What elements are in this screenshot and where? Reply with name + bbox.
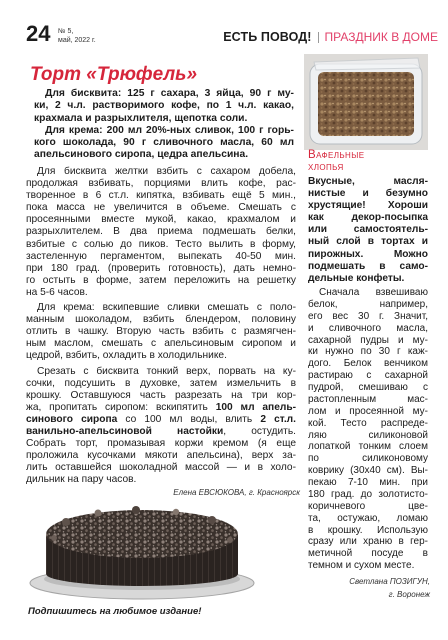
text-span: лить оставшейся шоколадной массой — и в холо- — [26, 462, 296, 474]
text-span: и сливочного масла, — [308, 322, 428, 334]
sidebar-author — [349, 575, 430, 601]
text-line — [308, 311, 428, 323]
text-line — [26, 426, 296, 438]
text-span: кого шоколада, 90 г сливочного масла, 60 мл — [34, 137, 294, 149]
text-line — [308, 224, 428, 236]
text-span: кой. Тесто распреде- — [308, 417, 428, 429]
text-span: дого. Белок венчиком — [308, 358, 428, 370]
text-line — [26, 314, 296, 326]
text-span: Срезать с бисквита тонкий верх, порвать на ку- — [37, 365, 296, 377]
text-line — [308, 261, 428, 273]
text-line — [26, 450, 296, 462]
text-line — [26, 287, 296, 299]
text-span: отлить в чашку. Вторую часть взбить с размягчен- — [26, 326, 296, 338]
text-span: коричневого цве- — [308, 500, 428, 512]
text-span: растираю с сахарной — [308, 370, 428, 382]
text-line — [26, 378, 296, 390]
text-line — [308, 525, 428, 537]
text-span: Для крема: вскипевшие сливки смешать с поло- — [37, 302, 296, 314]
text-span: белок, например, — [308, 298, 428, 310]
text-line — [308, 212, 428, 224]
text-line — [308, 299, 428, 311]
text-line — [308, 370, 428, 382]
text-line — [308, 418, 428, 430]
text-line — [308, 188, 428, 200]
text-line — [26, 251, 296, 263]
sidebar-author-city: г. Воронеж — [388, 590, 430, 599]
text-span: лом и просеянной му- — [308, 405, 428, 417]
text-line — [308, 441, 428, 453]
text-line — [26, 474, 296, 486]
text-line — [26, 263, 296, 275]
text-line — [34, 149, 294, 161]
text-span: просеянными вместе мукой, какао, крахмалом и — [26, 214, 296, 226]
issue-number: № 5, — [58, 28, 74, 35]
text-span: застеленную пергаментом, выпекать 40-50 мин. — [26, 250, 296, 262]
text-line — [34, 100, 294, 112]
text-line — [308, 430, 428, 442]
text-span: пока масса не увеличится в объеме. Смешать с — [26, 202, 296, 214]
text-line — [34, 88, 294, 100]
recipe-title: Торт «Трюфель» — [30, 64, 198, 85]
text-span: цедрой, взбить, охладить в холодильнике. — [26, 350, 227, 362]
text-line — [34, 125, 294, 137]
text-span: проложила кусочками мякоти апельсина), верх за- — [26, 450, 296, 462]
text-span: дельные конфеты. — [308, 272, 405, 284]
text-line — [26, 214, 296, 226]
cake-photo — [26, 498, 258, 602]
text-line — [308, 489, 428, 501]
recipe-body — [26, 166, 296, 486]
sidebar-author-name: Светлана ПОЗИГУН, — [349, 577, 430, 586]
text-span: нистые и безумно — [308, 188, 428, 200]
text-span: растопленным мас- — [308, 393, 428, 405]
bold-text: синового сиропа — [26, 413, 118, 425]
text-span: крахмала и разрыхлителя, щепотка соли. — [34, 112, 248, 124]
text-span: сразу или храню в гер- — [308, 536, 428, 548]
paragraph — [308, 287, 428, 572]
paragraph — [34, 125, 294, 162]
text-span: ный слой в тортах и — [308, 236, 428, 248]
header-divider — [318, 32, 319, 43]
text-line — [308, 200, 428, 212]
text-span: , остудить. — [223, 425, 296, 437]
text-span: как декор-посыпка — [308, 212, 428, 224]
ingredients — [34, 88, 294, 162]
text-line — [308, 453, 428, 465]
sidebar-lead — [308, 176, 428, 285]
text-line — [308, 273, 428, 285]
text-span: Вкусные, масля- — [308, 176, 428, 187]
text-span: на 5-6 часов. — [26, 286, 88, 298]
bold-text: ванильно-апельсиновой настойки — [26, 425, 224, 437]
paragraph — [26, 166, 296, 299]
text-span: пекаю 7-10 мин. при — [308, 477, 428, 488]
paragraph — [34, 88, 294, 125]
text-span: дильник на пару часов. — [26, 474, 137, 486]
issue-info — [58, 27, 96, 45]
bold-text: 2 ст.л. — [260, 413, 296, 425]
text-span: или самостоятель- — [308, 224, 428, 236]
text-span: со 100 мл воды, влить — [117, 413, 261, 425]
text-span: жа, пропитать сиропом: вскипятить — [26, 401, 216, 413]
rubric-name: ПРАЗДНИК В ДОМЕ — [324, 30, 438, 44]
text-line — [26, 239, 296, 251]
text-line — [308, 335, 428, 347]
text-span: в крошку. Использую — [308, 524, 428, 536]
bold-text: 100 мл апель- — [215, 401, 296, 413]
text-line — [308, 548, 428, 560]
text-span: хрустящие! Хороши — [308, 200, 428, 212]
text-span: пудрой, смешиваю с — [308, 382, 428, 393]
text-line — [308, 501, 428, 513]
text-line — [26, 166, 296, 178]
text-span: та, остужаю, ломаю — [308, 512, 428, 524]
text-span: коврику (30х40 см). Вы- — [308, 465, 428, 477]
text-line — [308, 382, 428, 394]
text-line — [308, 323, 428, 335]
text-span: его вес 30 г. Значит, — [308, 310, 428, 322]
text-line — [308, 249, 428, 261]
text-span: ляю силиконовой — [308, 429, 428, 441]
text-span: пирожных. Можно — [308, 248, 428, 260]
text-span: Собрать торт, промазывая коржи кремом (я еще — [26, 438, 296, 450]
text-line — [26, 462, 296, 474]
text-line — [26, 326, 296, 338]
text-line — [26, 275, 296, 287]
text-line — [26, 350, 296, 362]
text-span: апельсинового сиропа, цедра апельсина. — [34, 149, 249, 161]
cake — [46, 506, 238, 586]
text-span: подмешать в само- — [308, 260, 428, 272]
text-line — [308, 287, 428, 299]
text-span: сочки, подсушить в духовке, затем измельчить в — [26, 377, 296, 389]
sidebar-title-line2: хлопья — [308, 160, 344, 173]
text-span: го остыть в форме, затем переложить на решетку — [26, 274, 296, 286]
text-line — [26, 402, 296, 414]
text-line — [308, 236, 428, 248]
text-line — [308, 477, 428, 489]
text-span: Для бисквита: 125 г сахара, 3 яйца, 90 г му- — [45, 88, 294, 99]
text-line — [308, 513, 428, 525]
sidebar-title-line1: Вафельные — [308, 149, 365, 161]
text-line — [26, 226, 296, 238]
recipe-author: Елена ЕВСЮКОВА, г. Красноярск — [173, 488, 300, 497]
text-span: взбитые с солью до пиков. Тесто вылить в форму, — [26, 238, 296, 250]
text-line — [26, 414, 296, 426]
text-span: Для крема: 200 мл 20%-ных сливок, 100 г горь- — [45, 124, 294, 136]
text-span: 180 град. до золотисто- — [308, 488, 428, 500]
text-line — [308, 358, 428, 370]
text-line — [308, 176, 428, 188]
text-span: разрыхлителем. В два приема подмешать белки, — [26, 226, 296, 238]
section-header — [223, 30, 438, 44]
text-span: Для бисквита желтки взбить с сахаром добела, — [37, 166, 296, 177]
text-line — [308, 536, 428, 548]
text-span: по силиконовому — [308, 453, 428, 465]
text-span: ки, 2 ч.л. растворимого кофе, по 1 ч.л. какао, — [34, 100, 294, 112]
text-span: темном и сухом месте. — [308, 560, 415, 572]
text-line — [26, 390, 296, 402]
sidebar-title — [308, 150, 364, 173]
text-line — [34, 137, 294, 149]
text-line — [26, 302, 296, 314]
text-span: ным маслом, смешать с апельсиновым сиропом и — [26, 338, 296, 350]
paragraph — [26, 366, 296, 487]
text-span: манным шоколадом, взбить блендером, половину — [26, 314, 296, 326]
text-span: Сначала взвешиваю — [319, 287, 428, 298]
paragraph — [308, 176, 428, 285]
text-line — [308, 465, 428, 477]
waffle-crumbs-photo — [304, 54, 428, 150]
text-span: творенное в 6 ст.л. кипятка, взбивать ещё 5 мин., — [26, 190, 296, 202]
text-span: ки нужно по 30 г каж- — [308, 346, 428, 358]
subscribe-note: Подпишитесь на любимое издание! — [28, 606, 202, 617]
text-span: метичной посуде в — [308, 548, 428, 560]
text-span: сахарной пудры и му- — [308, 334, 428, 346]
page-number: 24 — [26, 21, 51, 46]
text-line — [26, 338, 296, 350]
container — [310, 58, 422, 144]
text-span: крошку. Оставшуюся часть разрезать на три кор- — [26, 389, 296, 401]
text-line — [26, 202, 296, 214]
text-line — [308, 406, 428, 418]
text-line — [26, 438, 296, 450]
issue-date: май, 2022 г. — [58, 37, 96, 44]
sidebar-body — [308, 287, 428, 572]
text-line — [308, 560, 428, 572]
text-span: продолжая взбивать, порциями влить кофе, рас- — [26, 178, 296, 190]
text-line — [26, 178, 296, 190]
text-line — [34, 113, 294, 125]
paragraph — [26, 302, 296, 362]
section-name: ЕСТЬ ПОВОД! — [223, 30, 312, 44]
text-line — [26, 366, 296, 378]
text-line — [308, 394, 428, 406]
text-line — [26, 190, 296, 202]
text-span: при 180 град. (проверить готовность), дать немно- — [26, 262, 296, 274]
text-span: лопаткой тонким слоем — [308, 441, 428, 453]
text-line — [308, 346, 428, 358]
